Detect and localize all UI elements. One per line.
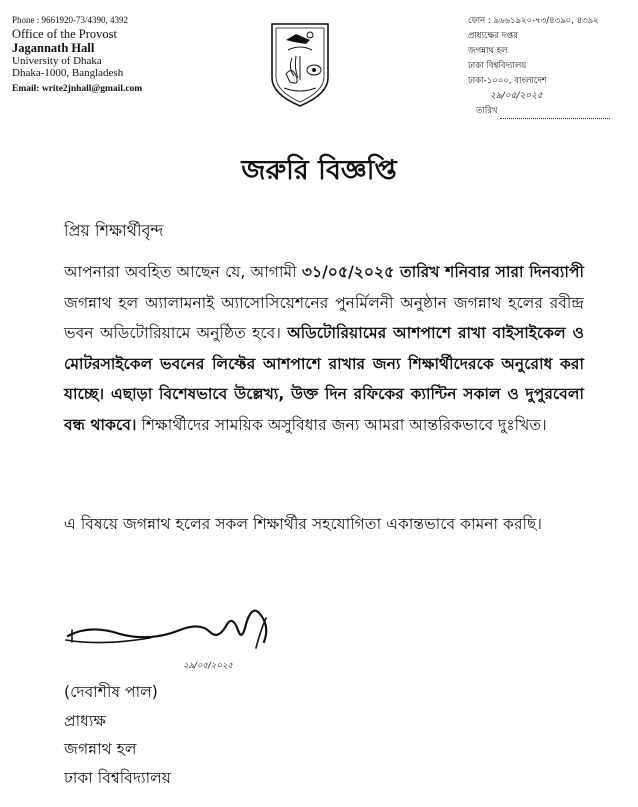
signer-name: (দেবাশীষ পাল) [64,683,158,701]
body-apology: শিক্ষার্থীদের সাময়িক অসুবিধার জন্য আমরা আন্তরিকভাবে দুঃখিত। [136,415,547,434]
office-en: Office of the Provost [12,26,117,41]
signature-icon [60,596,290,656]
signer-block [64,678,171,792]
phone-bn: ফোন : ৯৬৬১৯২০-৭৩/৪৩৯০, ৪৩৯২ [468,16,599,26]
date-field [468,104,634,119]
letterhead-english [12,14,202,95]
body-part-2: জগন্নাথ হল অ্যালামনাই অ্যাসোসিয়েশনের পুনর্মিলনী অনুষ্ঠান জগন্নাথ হলের রবীন্দ্র ভবন অডিটোরিয়ামে অনুষ্ঠিত হবে। [64,293,584,342]
signer-hall: জগন্নাথ হল [64,740,137,758]
hall-en: Jagannath Hall [12,40,95,55]
university-en: University of Dhaka [12,54,102,67]
email-en: Email: write2jnhall@gmail.com [12,83,143,94]
signature-date: ২৯/০৫/২০২৫ [183,661,233,671]
office-bn: প্রাধ্যক্ষের দপ্তর [468,31,518,41]
city-en: Dhaka-1000, Bangladesh [12,67,124,79]
body-date-bold: ৩১/০৫/২০২৫ তারিখ শনিবার সারা দিনব্যাপী [301,263,584,281]
closing-paragraph: এ বিষয়ে জগন্নাথ হলের সকল শিক্ষার্থীর সহযোগিতা একান্তভাবে কামনা করছি। [64,515,543,533]
date-label: তারিখ [476,106,498,116]
salutation: প্রিয় শিক্ষার্থীবৃন্দ [64,221,164,240]
date-dotted-line [500,118,610,119]
phone-en: Phone : 9661920-73/4390, 4392 [12,15,128,25]
hall-bn: জগন্নাথ হল [468,46,508,56]
university-bn: ঢাকা বিশ্ববিদ্যালয় [468,61,527,71]
body-instruction-bold: অডিটোরিয়ামের আশপাশে রাখা বাইসাইকেল ও মোটরসাইকেল ভবনের লিফ্টের আশপাশে রাখার জন্য শিক্ষার্থীদেরকে অনুরোধ করা যাচ্ছে। এছাড়া বিশেষভাবে উল্লেখ্য, উক্ত দিন রফিকের ক্যান্টিন সকাল ও দুপুরবেলা বন্ধ থাকবে। [64,324,584,434]
university-logo-icon [266,20,334,108]
date-handwritten: ২৯/০৫/২০২৫ [490,91,543,101]
signer-designation: প্রাধ্যক্ষ [64,711,107,730]
body-part-1: আপনারা অবহিত আছেন যে, আগামী [64,263,302,281]
notice-body [64,257,584,440]
letterhead-bangla [468,14,634,119]
notice-title: জরুরি বিজ্ঞপ্তি [241,155,397,186]
signer-university: ঢাকা বিশ্ববিদ্যালয় [64,768,171,787]
city-bn: ঢাকা-১০০০, বাংলাদেশ [468,76,547,86]
